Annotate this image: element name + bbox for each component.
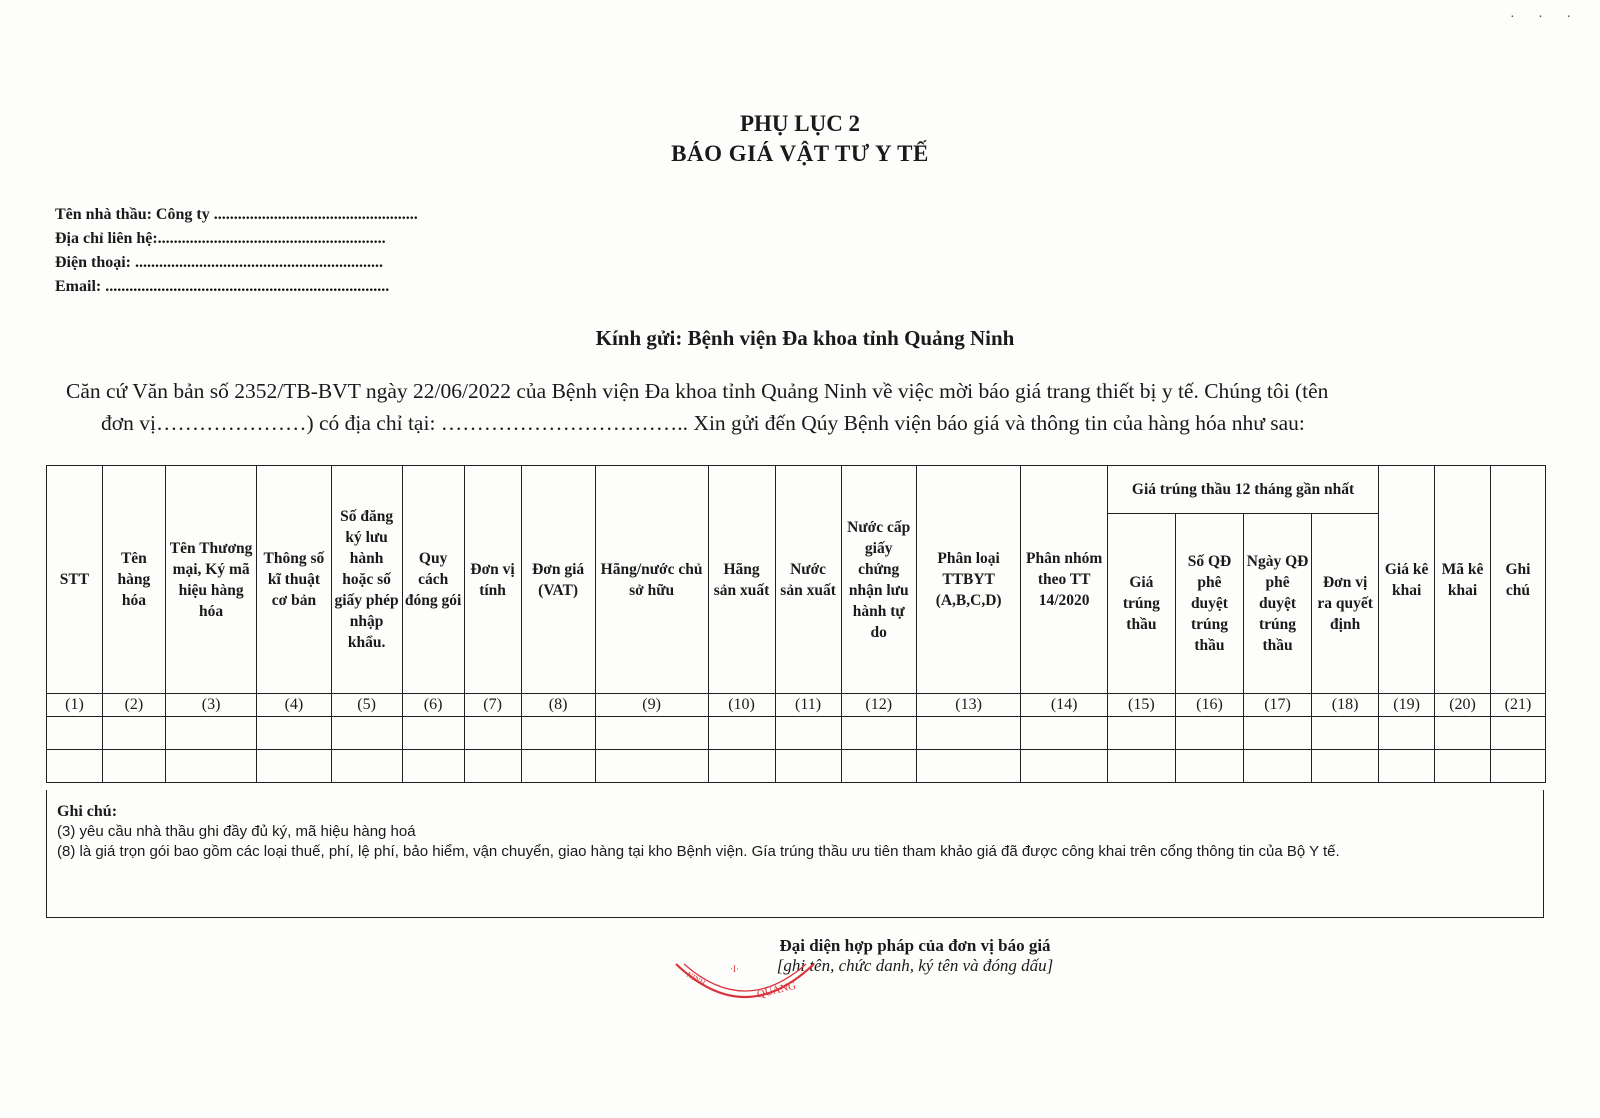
header-quy-cach: Quy cách đóng gói [402, 466, 464, 694]
column-number: (2) [102, 694, 165, 717]
column-number-row [47, 694, 1546, 717]
column-number: (5) [331, 694, 402, 717]
header-stt: STT [47, 466, 103, 694]
note-item: (3) yêu cầu nhà thầu ghi đầy đủ ký, mã hiệu hàng hoá [57, 823, 416, 840]
column-number: (1) [47, 694, 103, 717]
header-gia-trung-thau-group: Giá trúng thầu 12 tháng gần nhất [1107, 466, 1378, 514]
header-hang-san-xuat: Hãng sản xuất [708, 466, 775, 694]
header-don-vi-ra-qd: Đơn vị ra quyết định [1312, 514, 1379, 694]
header-phan-loai: Phân loại TTBYT (A,B,C,D) [916, 466, 1021, 694]
column-number: (9) [595, 694, 708, 717]
column-number: (15) [1107, 694, 1175, 717]
column-number: (14) [1021, 694, 1107, 717]
contractor-phone-line: Điện thoại: .............................................................. [55, 254, 383, 271]
header-nuoc-cap: Nước cấp giấy chứng nhận lưu hành tự do [841, 466, 916, 694]
column-number: (19) [1379, 694, 1435, 717]
header-phan-nhom: Phân nhóm theo TT 14/2020 [1021, 466, 1107, 694]
recipient-line: Kính gửi: Bệnh viện Đa khoa tỉnh Quảng Ninh [595, 326, 1015, 350]
red-stamp-partial [670, 960, 820, 1020]
column-number: (20) [1435, 694, 1491, 717]
column-number: (8) [521, 694, 595, 717]
contractor-info [55, 203, 418, 299]
contractor-address-line: Địa chỉ liên hệ:......................................................... [55, 230, 386, 247]
column-number: (12) [841, 694, 916, 717]
svg-text:QUẢNG: QUẢNG [755, 979, 798, 1001]
header-don-gia: Đơn giá (VAT) [521, 466, 595, 694]
table-row [47, 750, 1546, 783]
column-number: (4) [257, 694, 331, 717]
svg-text:NINH: NINH [685, 969, 707, 988]
column-number: (6) [402, 694, 464, 717]
intro-line-2: đơn vị…………………) có địa chỉ tại: …………………………….. Xin gửi đến Qúy Bệnh viện báo giá và thông tin của hàng hóa như sau: [101, 411, 1305, 435]
scan-marks: · · · [1510, 10, 1581, 25]
header-ten-thuong-mai: Tên Thương mại, Ký mã hiệu hàng hóa [165, 466, 256, 694]
header-thong-so: Thông số kĩ thuật cơ bản [257, 466, 331, 694]
note-item: (8) là giá trọn gói bao gồm các loại thuế, phí, lệ phí, bảo hiểm, vận chuyển, giao hàng tại kho Bệnh viện. Gía trúng thầu ưu tiên tham khảo giá đã được công khai trên cổng thông tin của Bộ Y tế. [57, 843, 1340, 860]
header-hang-nuoc: Hãng/nước chủ sở hữu [595, 466, 708, 694]
header-nuoc-san-xuat: Nước sản xuất [775, 466, 841, 694]
column-number: (21) [1490, 694, 1545, 717]
notes-header: Ghi chú: [57, 803, 118, 820]
notes-box [46, 790, 1544, 918]
signature-title: Đại diện hợp pháp của đơn vị báo giá [779, 936, 1051, 955]
contractor-email-line: Email: ....................................................................... [55, 278, 390, 295]
column-number: (3) [165, 694, 256, 717]
table-row [47, 717, 1546, 750]
header-ngay-qd: Ngày QĐ phê duyệt trúng thầu [1244, 514, 1312, 694]
header-so-qd: Số QĐ phê duyệt trúng thầu [1175, 514, 1243, 694]
contractor-name-line: Tên nhà thầu: Công ty ................................................... [55, 206, 418, 223]
header-so-dang-ky: Số đăng ký lưu hành hoặc số giấy phép nhập khẩu. [331, 466, 402, 694]
column-number: (7) [464, 694, 521, 717]
column-number: (10) [708, 694, 775, 717]
signature-note: [ghi tên, chức danh, ký tên và đóng dấu] [776, 956, 1054, 975]
header-gia-ke-khai: Giá kê khai [1379, 466, 1435, 694]
header-ten-hang: Tên hàng hóa [102, 466, 165, 694]
quotation-table [46, 465, 1546, 783]
column-number: (16) [1175, 694, 1243, 717]
intro-paragraph [66, 375, 1541, 439]
header-don-vi-tinh: Đơn vị tính [464, 466, 521, 694]
document-title: PHỤ LỤC 2 [739, 111, 861, 136]
column-number: (11) [775, 694, 841, 717]
svg-text:·I·: ·I· [730, 964, 739, 974]
header-ma-ke-khai: Mã kê khai [1435, 466, 1491, 694]
column-number: (18) [1312, 694, 1379, 717]
document-subtitle: BÁO GIÁ VẬT TƯ Y TẾ [671, 141, 929, 166]
intro-line-1: Căn cứ Văn bản số 2352/TB-BVT ngày 22/06/2022 của Bệnh viện Đa khoa tỉnh Quảng Ninh về việc mời báo giá trang thiết bị y tế. Chúng tôi (tên [66, 379, 1329, 403]
column-number: (13) [916, 694, 1021, 717]
column-number: (17) [1244, 694, 1312, 717]
header-gia-trung-thau: Giá trúng thầu [1107, 514, 1175, 694]
header-ghi-chu: Ghi chú [1490, 466, 1545, 694]
